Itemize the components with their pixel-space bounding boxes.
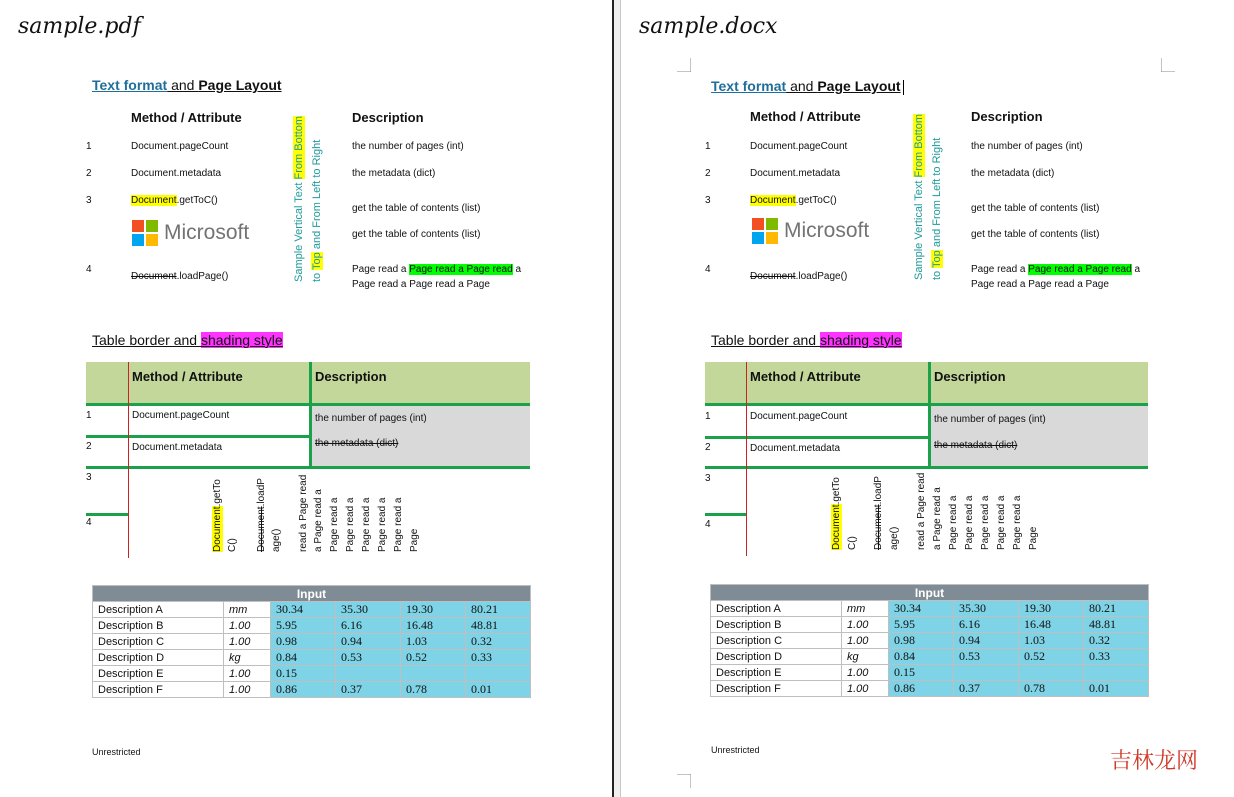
footer-classification: Unrestricted (711, 745, 760, 755)
pane-label: sample.docx (639, 14, 778, 39)
row-label: Description D (711, 649, 842, 665)
row-number: 2 (705, 168, 711, 179)
row-unit: kg (842, 649, 889, 665)
row-number: 4 (705, 519, 711, 530)
title-text-format: Text format (92, 77, 168, 93)
method-cell (750, 195, 837, 206)
desc-cell: the number of pages (int) (315, 413, 427, 424)
method-highlight: Document (131, 195, 177, 206)
input-header: Input (711, 585, 1149, 601)
row-number: 3 (86, 195, 92, 206)
value-cell: 0.94 (954, 633, 1019, 649)
row-number: 1 (705, 411, 711, 422)
title-highlight: shading style (819, 332, 902, 348)
section2-title (711, 332, 902, 348)
value-cell: 48.81 (466, 618, 531, 634)
value-cell: 19.30 (401, 602, 466, 618)
title-and: and (167, 77, 199, 93)
method-cell: Document.pageCount (750, 411, 848, 422)
method-cell: Document.pageCount (131, 141, 229, 152)
column-header-description: Description (315, 369, 387, 384)
row-label: Description E (93, 666, 224, 682)
desc-cell: the number of pages (int) (971, 141, 1083, 152)
desc-highlight: Page read a Page read (409, 264, 513, 275)
title-highlight: shading style (200, 332, 283, 348)
value-cell: 6.16 (336, 618, 401, 634)
column-header-method: Method / Attribute (132, 369, 243, 384)
method-rest: .loadPage() (795, 271, 848, 282)
vertical-cell: C() (847, 536, 858, 550)
vertical-text-line1 (911, 114, 927, 280)
vertical-cell: read a Page read (298, 474, 309, 552)
desc-cell: the metadata (dict) (352, 168, 436, 179)
vertical-cell: age() (271, 528, 282, 552)
desc-cell: get the table of contents (list) (352, 229, 481, 240)
row-number: 2 (705, 442, 711, 453)
value-cell (954, 665, 1019, 681)
desc-cell: the metadata (dict) (971, 168, 1055, 179)
vertical-text-line2 (929, 138, 945, 280)
desc-cell: Page read a Page read a Page (352, 279, 490, 290)
microsoft-logo (752, 218, 869, 244)
value-cell: 16.48 (401, 618, 466, 634)
table-border (309, 362, 312, 467)
vertical-cell: Page read a (361, 497, 372, 552)
method-strike: Document (750, 271, 796, 282)
row-unit: 1.00 (224, 682, 271, 698)
method-cell: Document.metadata (750, 443, 841, 454)
logo-wordmark: Microsoft (784, 219, 870, 242)
vertical-cell (830, 477, 843, 550)
value-cell: 5.95 (889, 617, 954, 633)
value-cell: 0.33 (466, 650, 531, 666)
value-cell: 0.78 (401, 682, 466, 698)
vertical-cell: Page read a (377, 497, 388, 552)
row-label: Description A (93, 602, 224, 618)
section1-title (711, 78, 904, 95)
table-border (705, 436, 930, 439)
value-cell: 0.98 (889, 633, 954, 649)
section1-title (92, 77, 282, 93)
desc-part: a (512, 264, 522, 275)
vertical-cell: a Page read a (932, 487, 943, 550)
vtext-d: Top (311, 252, 323, 270)
title-text-format: Text format (711, 78, 787, 94)
row-number: 3 (705, 473, 711, 484)
value-cell (466, 666, 531, 682)
desc-part: Page read a (352, 264, 410, 275)
row-label: Description A (711, 601, 842, 617)
microsoft-logo (132, 220, 249, 246)
desc-cell: get the table of contents (list) (352, 203, 481, 214)
value-cell (336, 666, 401, 682)
value-cell: 0.37 (336, 682, 401, 698)
method-cell: Document.pageCount (132, 410, 230, 421)
desc-cell (971, 264, 1140, 275)
vcell-rest: .getTo (831, 477, 842, 505)
row-number: 3 (705, 195, 711, 206)
table-row (93, 682, 531, 698)
vtext-c: to (311, 269, 323, 282)
value-cell: 30.34 (889, 601, 954, 617)
desc-cell: the number of pages (int) (934, 414, 1046, 425)
vertical-cell (872, 476, 885, 550)
row-unit: kg (224, 650, 271, 666)
value-cell: 0.32 (466, 634, 531, 650)
table-border (86, 435, 311, 438)
value-cell: 35.30 (336, 602, 401, 618)
method-cell: Document.pageCount (750, 141, 848, 152)
value-cell: 35.30 (954, 601, 1019, 617)
vertical-cell: Page read a (996, 495, 1007, 550)
vertical-cell: Page read a (948, 495, 959, 550)
table-row (711, 681, 1149, 697)
vcell-highlight: Document (212, 506, 223, 552)
vertical-cell: Page read a (329, 497, 340, 552)
value-cell (1084, 665, 1149, 681)
value-cell: 0.86 (271, 682, 336, 698)
vertical-cell: read a Page read (916, 472, 927, 550)
microsoft-squares-icon (132, 220, 158, 246)
vertical-cell: C() (227, 538, 238, 552)
vtext-d: Top (931, 250, 943, 268)
table-row (711, 617, 1149, 633)
method-rest: .getToC() (795, 195, 837, 206)
value-cell (1019, 665, 1084, 681)
input-table (92, 585, 531, 698)
row-number: 2 (86, 168, 92, 179)
row-label: Description C (711, 633, 842, 649)
vtext-a: Sample Vertical Text (913, 177, 925, 280)
value-cell: 16.48 (1019, 617, 1084, 633)
title-page-layout: Page Layout (198, 77, 282, 93)
column-header-description: Description (934, 369, 1006, 384)
value-cell: 0.86 (889, 681, 954, 697)
table-row (93, 666, 531, 682)
row-unit: 1.00 (224, 634, 271, 650)
section2-title (92, 332, 283, 348)
title-and: and (786, 78, 818, 94)
vertical-cell: a Page read a (313, 489, 324, 552)
value-cell: 19.30 (1019, 601, 1084, 617)
row-unit: mm (224, 602, 271, 618)
input-header: Input (93, 586, 531, 602)
title-part: Table border and (711, 332, 820, 348)
desc-cell (352, 264, 521, 275)
pdf-pane (0, 0, 614, 797)
value-cell: 80.21 (466, 602, 531, 618)
vtext-a: Sample Vertical Text (293, 179, 305, 282)
watermark: 吉林龙网 (1109, 749, 1198, 774)
row-unit: 1.00 (842, 681, 889, 697)
row-number: 4 (86, 264, 92, 275)
desc-part: Page read a (971, 264, 1029, 275)
value-cell: 0.52 (1019, 649, 1084, 665)
row-label: Description D (93, 650, 224, 666)
table-header-row (93, 586, 531, 602)
vertical-cell: Page (409, 528, 420, 552)
crop-mark-icon (677, 774, 691, 788)
column-header-description: Description (971, 109, 1043, 124)
value-cell: 0.78 (1019, 681, 1084, 697)
row-unit: 1.00 (224, 618, 271, 634)
row-label: Description F (711, 681, 842, 697)
table-border (86, 466, 530, 469)
vcell-rest: .loadP (256, 478, 267, 507)
method-rest: .getToC() (176, 195, 218, 206)
vcell-rest: .getTo (212, 479, 223, 507)
value-cell: 48.81 (1084, 617, 1149, 633)
document-page (621, 0, 1234, 797)
footer-classification: Unrestricted (92, 747, 141, 757)
vertical-cell (211, 479, 224, 552)
vtext-e: and From Left to Right (931, 137, 943, 251)
vertical-cell: age() (889, 526, 900, 550)
vcell-strike: Document (873, 504, 884, 550)
method-cell (131, 271, 228, 282)
table-row (711, 601, 1149, 617)
column-header-method: Method / Attribute (131, 110, 242, 125)
desc-highlight: Page read a Page read (1028, 264, 1132, 275)
table-border-red (746, 362, 747, 556)
value-cell: 0.94 (336, 634, 401, 650)
desc-cell: the number of pages (int) (352, 141, 464, 152)
desc-cell: Page read a Page read a Page (971, 279, 1109, 290)
value-cell: 0.15 (271, 666, 336, 682)
value-cell: 5.95 (271, 618, 336, 634)
column-header-description: Description (352, 110, 424, 125)
vertical-cell: Page read a (964, 495, 975, 550)
value-cell: 80.21 (1084, 601, 1149, 617)
value-cell: 6.16 (954, 617, 1019, 633)
title-page-layout: Page Layout (817, 78, 901, 94)
table-row (711, 665, 1149, 681)
row-label: Description C (93, 634, 224, 650)
table-border (705, 466, 1148, 469)
crop-mark-icon (677, 58, 691, 72)
vertical-cell: Page read a (1012, 495, 1023, 550)
desc-cell: get the table of contents (list) (971, 229, 1100, 240)
value-cell: 0.53 (336, 650, 401, 666)
value-cell: 0.01 (1084, 681, 1149, 697)
column-header-method: Method / Attribute (750, 109, 861, 124)
value-cell: 0.37 (954, 681, 1019, 697)
table-row (711, 633, 1149, 649)
method-highlight: Document (750, 195, 796, 206)
row-unit: 1.00 (842, 617, 889, 633)
vcell-strike: Document (256, 506, 267, 552)
vcell-rest: .loadP (873, 476, 884, 505)
row-label: Description E (711, 665, 842, 681)
desc-cell: the metadata (dict) (315, 438, 399, 449)
vertical-cell: Page read a (345, 497, 356, 552)
value-cell: 0.84 (889, 649, 954, 665)
method-cell: Document.metadata (131, 168, 222, 179)
document-page (0, 0, 612, 797)
row-number: 4 (86, 517, 92, 528)
vcell-highlight: Document (831, 504, 842, 550)
method-rest: .loadPage() (176, 271, 229, 282)
vtext-c: to (931, 267, 943, 280)
row-unit: 1.00 (842, 665, 889, 681)
table-row (93, 650, 531, 666)
value-cell: 0.53 (954, 649, 1019, 665)
table-row (93, 634, 531, 650)
vtext-e: and From Left to Right (311, 139, 323, 253)
docx-pane (620, 0, 1234, 797)
desc-part: a (1131, 264, 1141, 275)
table-header-row (711, 585, 1149, 601)
table-row (93, 618, 531, 634)
value-cell: 0.32 (1084, 633, 1149, 649)
row-number: 1 (86, 141, 92, 152)
row-number: 1 (86, 410, 92, 421)
table-border (86, 513, 129, 516)
value-cell: 1.03 (1019, 633, 1084, 649)
pane-label: sample.pdf (18, 14, 141, 39)
text-cursor (903, 80, 904, 95)
table-border (86, 403, 530, 406)
row-number: 4 (705, 264, 711, 275)
row-unit: 1.00 (842, 633, 889, 649)
input-table (710, 584, 1149, 697)
crop-mark-icon (1161, 58, 1175, 72)
method-strike: Document (131, 271, 177, 282)
vtext-b: From Bottom (293, 115, 305, 180)
method-cell: Document.metadata (132, 442, 223, 453)
vertical-cell (255, 478, 268, 552)
value-cell: 0.33 (1084, 649, 1149, 665)
row-label: Description F (93, 682, 224, 698)
vertical-cell: Page read a (393, 497, 404, 552)
table-row (711, 649, 1149, 665)
vertical-text-line1 (291, 116, 307, 282)
table-border (705, 403, 1148, 406)
value-cell (401, 666, 466, 682)
table-row (93, 602, 531, 618)
table-border (928, 362, 931, 467)
value-cell: 0.84 (271, 650, 336, 666)
row-number: 2 (86, 441, 92, 452)
row-number: 3 (86, 472, 92, 483)
microsoft-squares-icon (752, 218, 778, 244)
row-number: 1 (705, 141, 711, 152)
vertical-text-line2 (309, 140, 325, 282)
value-cell: 0.52 (401, 650, 466, 666)
value-cell: 0.98 (271, 634, 336, 650)
method-cell (750, 271, 847, 282)
value-cell: 30.34 (271, 602, 336, 618)
vtext-b: From Bottom (913, 113, 925, 178)
row-label: Description B (711, 617, 842, 633)
method-cell: Document.metadata (750, 168, 841, 179)
vertical-cell: Page read a (980, 495, 991, 550)
row-unit: mm (842, 601, 889, 617)
table-border (705, 513, 746, 516)
value-cell: 0.01 (466, 682, 531, 698)
method-cell (131, 195, 218, 206)
column-header-method: Method / Attribute (750, 369, 861, 384)
title-part: Table border and (92, 332, 201, 348)
table-border-red (128, 362, 129, 558)
value-cell: 1.03 (401, 634, 466, 650)
desc-cell: get the table of contents (list) (971, 203, 1100, 214)
vertical-cell: Page (1028, 526, 1039, 550)
logo-wordmark: Microsoft (164, 221, 250, 244)
row-label: Description B (93, 618, 224, 634)
row-unit: 1.00 (224, 666, 271, 682)
value-cell: 0.15 (889, 665, 954, 681)
desc-cell: the metadata (dict) (934, 440, 1018, 451)
